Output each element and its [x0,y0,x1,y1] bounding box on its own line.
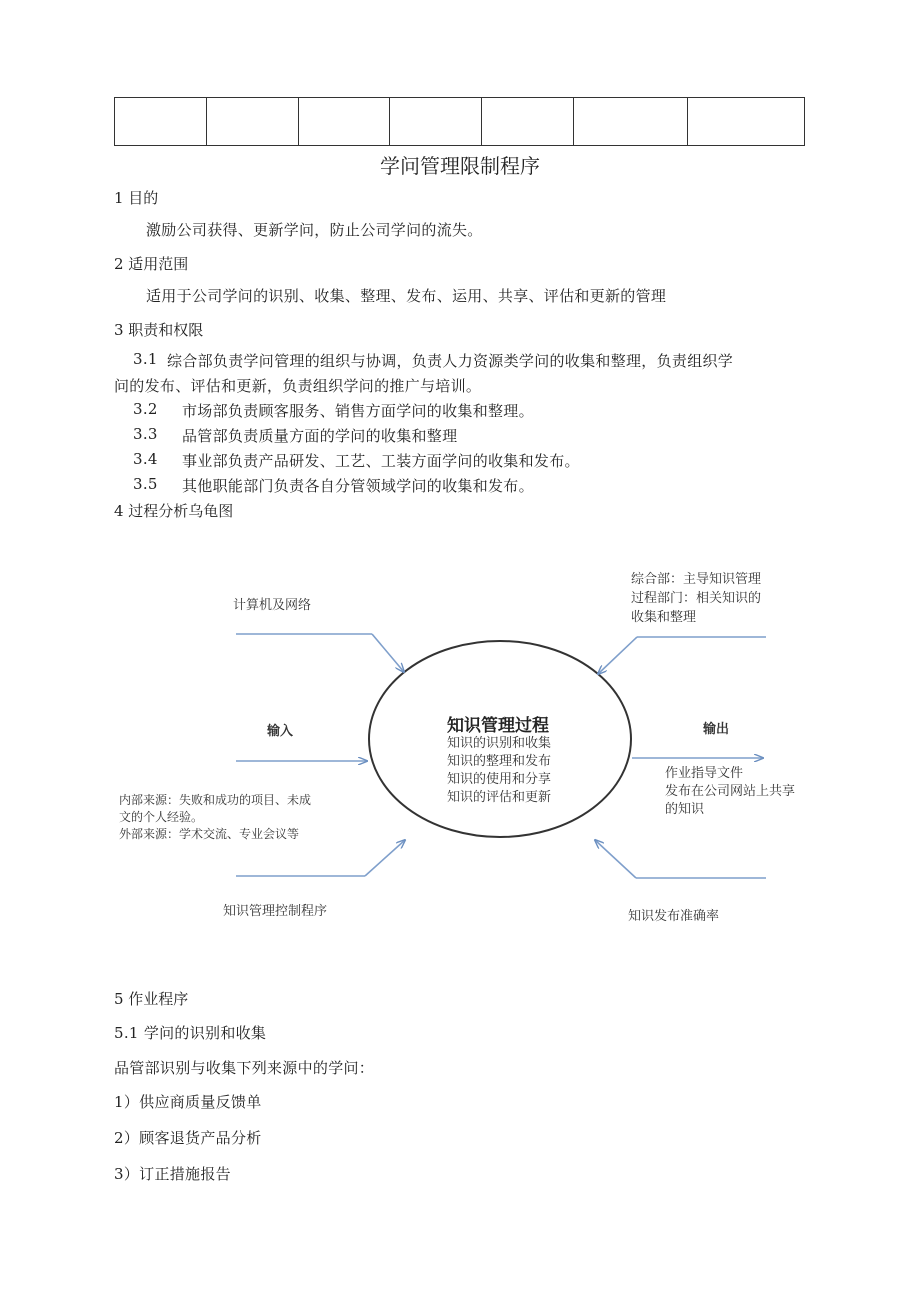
output-text [665,765,795,819]
item-text: 品管部负责质量方面的学问的收集和整理 [182,427,458,445]
item-text: 市场部负责顾客服务、销售方面学问的收集和整理。 [182,402,534,420]
text-line: 知识的使用和分享 [447,772,552,787]
list-item: 3）订正措施报告 [114,1165,231,1183]
center-title: 知识管理过程 [447,716,549,736]
arrow-line [372,634,404,672]
item-number: 3.5 [133,475,158,493]
section-3-heading: 3 职责和权限 [114,321,204,339]
item-number: 3.1 [133,350,158,368]
item-text: 综合部负责学问管理的组织与协调，负责人力资源类学问的收集和整理，负责组织学 [167,352,734,370]
input-text [119,792,311,843]
text-line: 作业指导文件 [665,766,744,781]
item-text: 其他职能部门负责各自分管领域学问的收集和发布。 [182,477,534,495]
text-line: 知识的识别和收集 [447,736,552,751]
bottom-right-label: 知识发布准确率 [628,909,720,924]
header-cell [299,98,390,146]
section-1-text: 激励公司获得、更新学问，防止公司学问的流失。 [146,221,483,239]
header-cell [688,98,805,146]
top-left-label: 计算机及网络 [233,598,312,613]
header-table [114,97,805,146]
output-label: 输出 [703,722,730,737]
section-2-text: 适用于公司学问的识别、收集、整理、发布、运用、共享、评估和更新的管理 [146,287,667,305]
center-lines [447,735,551,807]
header-cell [482,98,574,146]
item-text: 问的发布、评估和更新，负责组织学问的推广与培训。 [114,377,482,395]
text-line: 文的个人经验。 [119,810,204,824]
header-table-row [115,98,805,146]
section-2-heading: 2 适用范围 [114,255,189,273]
text-line: 过程部门：相关知识的 [631,591,762,606]
section-5-intro: 品管部识别与收集下列来源中的学问： [114,1059,375,1077]
text-line: 的知识 [665,802,705,817]
text-line: 外部来源：学术交流、专业会议等 [119,827,300,841]
document-title: 学问管理限制程序 [380,154,540,178]
text-line: 发布在公司网站上共享 [665,784,796,799]
section-4-heading: 4 过程分析乌龟图 [114,502,234,520]
section-5-heading: 5 作业程序 [114,990,189,1008]
arrow-line [598,637,637,674]
header-cell [115,98,207,146]
text-line: 知识的整理和发布 [447,754,552,769]
text-line: 知识的评估和更新 [447,790,552,805]
section-1-heading: 1 目的 [114,189,159,207]
header-cell [574,98,688,146]
list-item: 1）供应商质量反馈单 [114,1093,262,1111]
header-cell [390,98,482,146]
item-number: 3.3 [133,425,158,443]
arrow-line [595,840,636,878]
top-right-label [631,570,761,627]
text-line: 收集和整理 [631,610,697,625]
bottom-left-label: 知识管理控制程序 [223,904,328,919]
header-cell [207,98,299,146]
subsection-heading: 5.1 学问的识别和收集 [114,1024,267,1042]
item-number: 3.4 [133,450,158,468]
item-text: 事业部负责产品研发、工艺、工装方面学问的收集和发布。 [182,452,580,470]
text-line: 综合部：主导知识管理 [631,572,762,587]
text-line: 内部来源：失败和成功的项目、未成 [119,793,312,807]
input-label: 输入 [267,724,294,739]
arrow-line [365,840,405,876]
list-item: 2）顾客退货产品分析 [114,1129,262,1147]
item-number: 3.2 [133,400,158,418]
